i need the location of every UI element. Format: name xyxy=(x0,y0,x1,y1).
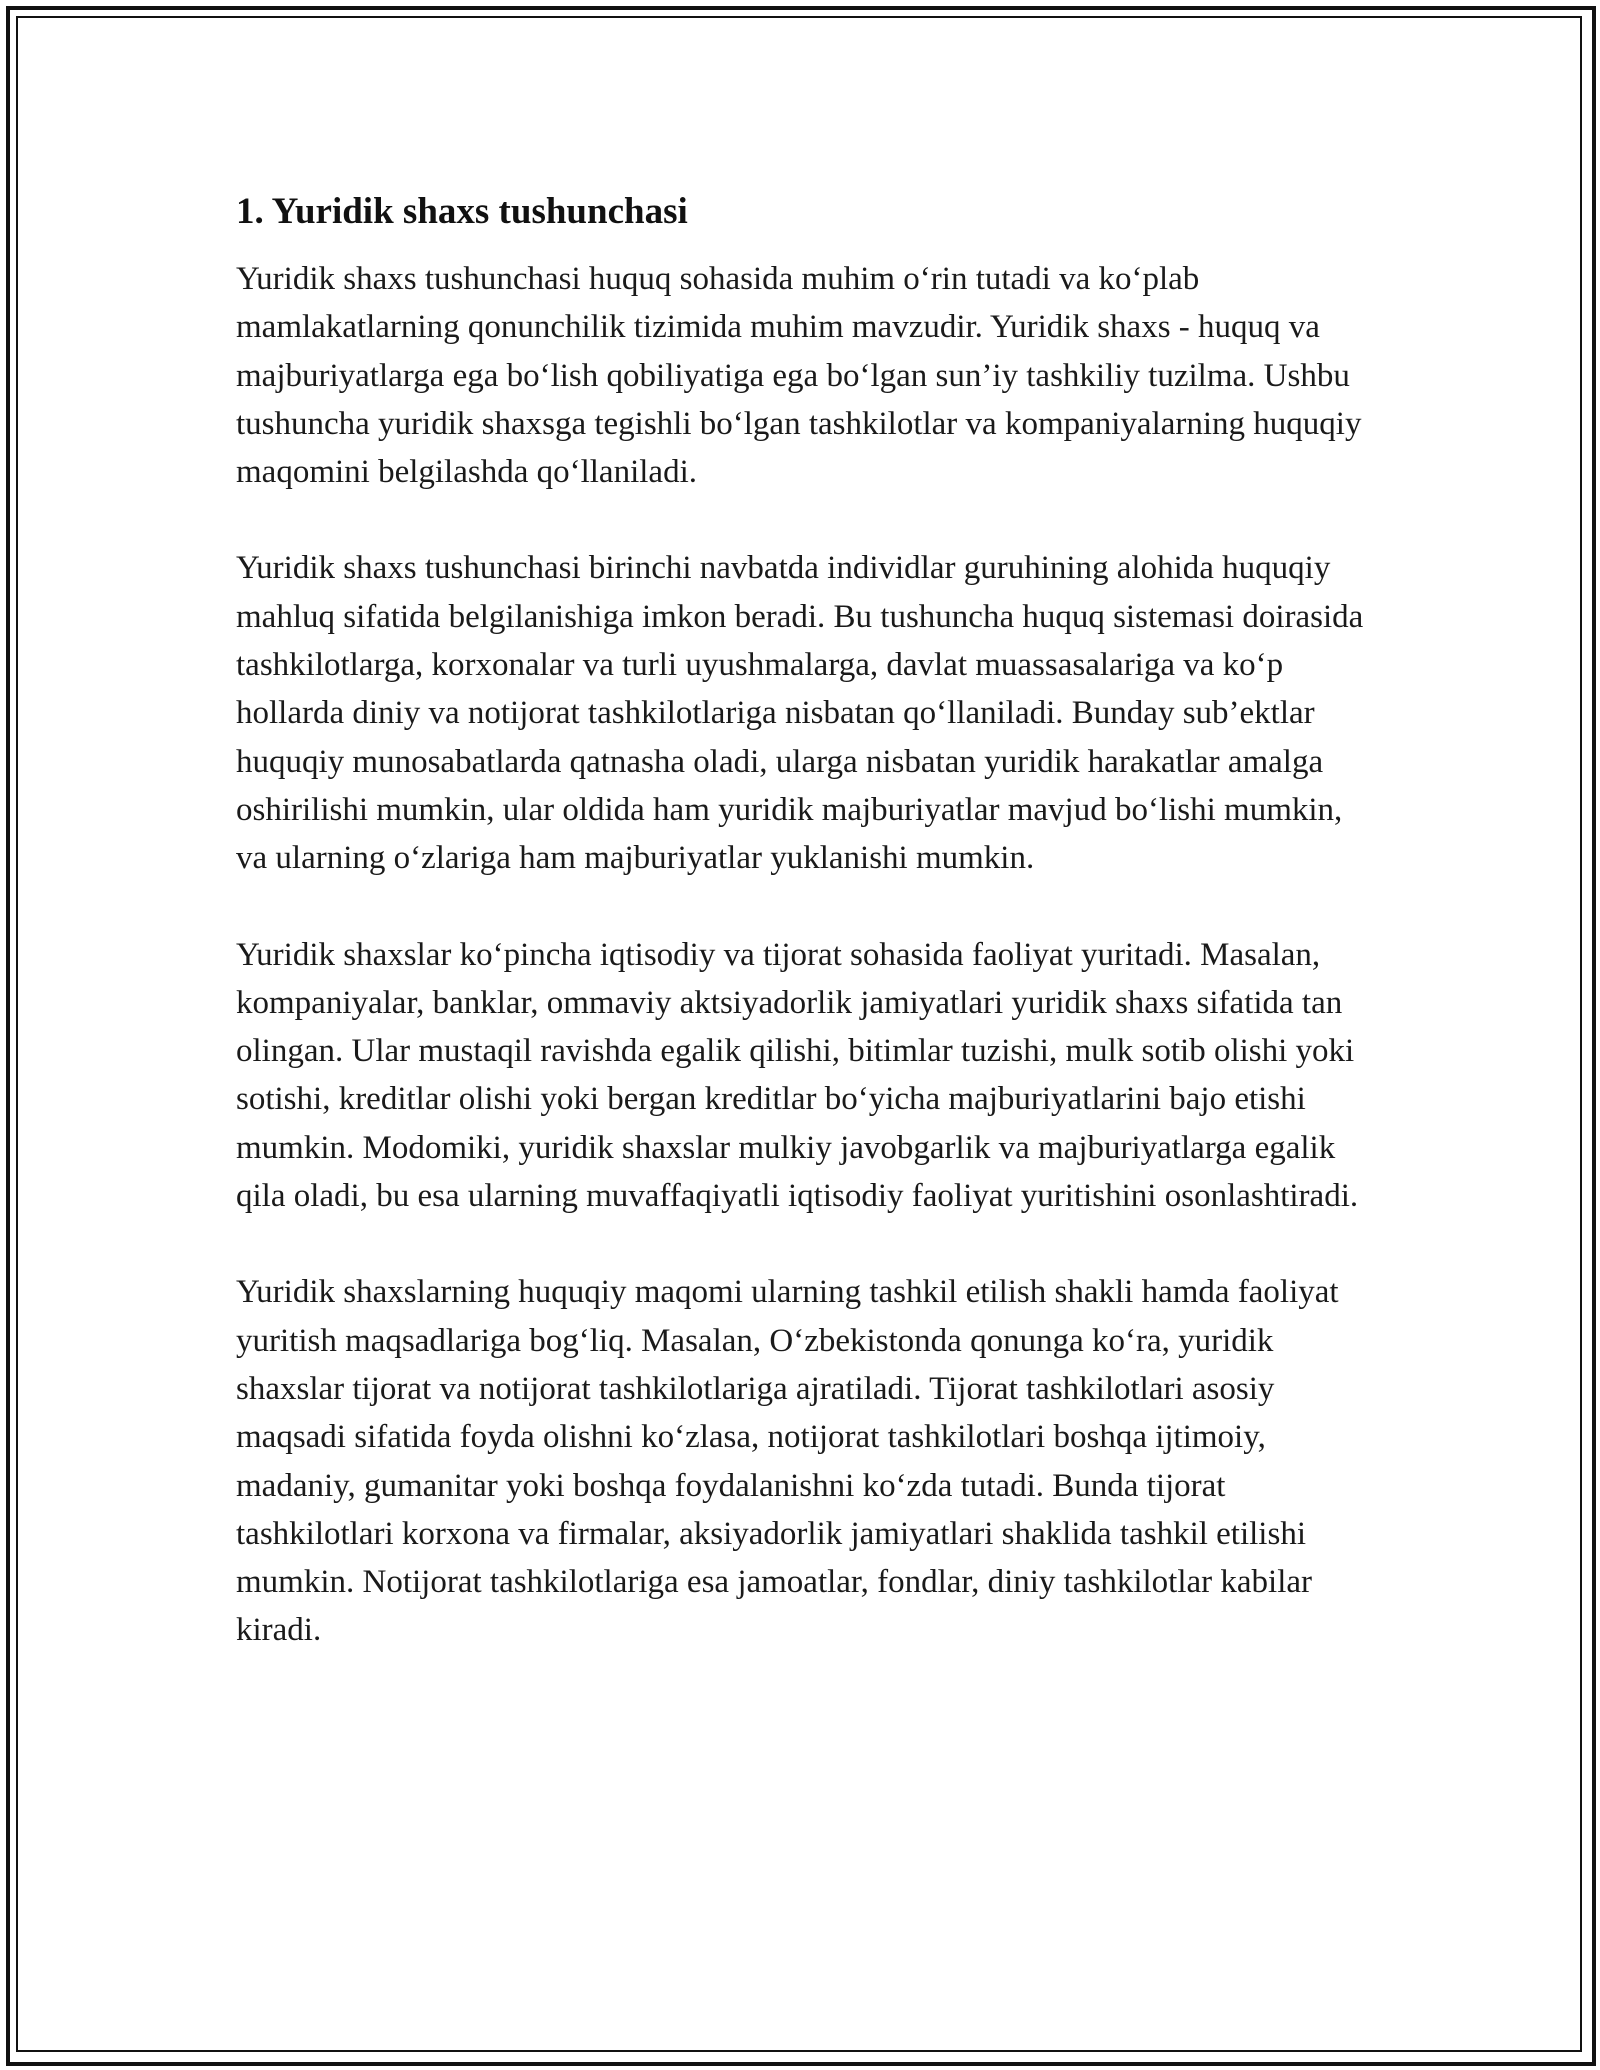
paragraph-3: Yuridik shaxslar ko‘pincha iqtisodiy va tijorat sohasida faoliyat yuritadi. Masalan, kompaniyalar, banklar, ommaviy aktsiyadorlik jamiyatlari yuridik shaxs sifatida tan olingan. Ular mustaqil ravishda egalik qilishi, bitimlar tuzishi, mulk sotib olishi yoki sotishi, kreditlar olishi yoki bergan kreditlar bo‘yicha majburiyatlarini bajo etishi mumkin. Modomiki, yuridik shaxslar mulkiy javobgarlik va majburiyatlarga egalik qila oladi, bu esa ularning muvaffaqiyatli iqtisodiy faoliyat yuritishini osonlashtiradi. xyxy=(236,936,1359,1215)
document-body xyxy=(236,185,1366,1703)
paragraph-1: Yuridik shaxs tushunchasi huquq sohasida muhim o‘rin tutadi va ko‘plab mamlakatlarning qonunchilik tizimida muhim mavzudir. Yuridik shaxs - huquq va majburiyatlarga ega bo‘lish qobiliyatiga ega bo‘lgan sun’iy tashkiliy tuzilma. Ushbu tushuncha yuridik shaxsga tegishli bo‘lgan tashkilotlar va kompaniyalarning huquqiy maqomini belgilashda qo‘llaniladi. xyxy=(236,261,1362,491)
paragraph-4: Yuridik shaxslarning huquqiy maqomi ularning tashkil etilish shakli hamda faoliyat yuritish maqsadlariga bog‘liq. Masalan, O‘zbekistonda qonunga ko‘ra, yuridik shaxslar tijorat va notijorat tashkilotlariga ajratiladi. Tijorat tashkilotlari asosiy maqsadi sifatida foyda olishni ko‘zlasa, notijorat tashkilotlari boshqa ijtimoiy, madaniy, gumanitar yoki boshqa foydalanishni ko‘zda tutadi. Bunda tijorat tashkilotlari korxona va firmalar, aksiyadorlik jamiyatlari shaklida tashkil etilishi mumkin. Notijorat tashkilotlariga esa jamoatlar, fondlar, diniy tashkilotlar kabilar kiradi. xyxy=(236,1274,1339,1649)
section-heading: 1. Yuridik shaxs tushunchasi xyxy=(236,191,688,232)
paragraph-2: Yuridik shaxs tushunchasi birinchi navbatda individlar guruhining alohida huquqiy mahluq sifatida belgilanishiga imkon beradi. Bu tushuncha huquq sistemasi doirasida tashkilotlarga, korxonalar va turli uyushmalarga, davlat muassasalariga va ko‘p hollarda diniy va notijorat tashkilotlariga nisbatan qo‘llaniladi. Bunday sub’ektlar huquqiy munosabatlarda qatnasha oladi, ularga nisbatan yuridik harakatlar amalga oshirilishi mumkin, ular oldida ham yuridik majburiyatlar mavjud bo‘lishi mumkin, va ularning o‘zlariga ham majburiyatlar yuklanishi mumkin. xyxy=(236,550,1364,877)
